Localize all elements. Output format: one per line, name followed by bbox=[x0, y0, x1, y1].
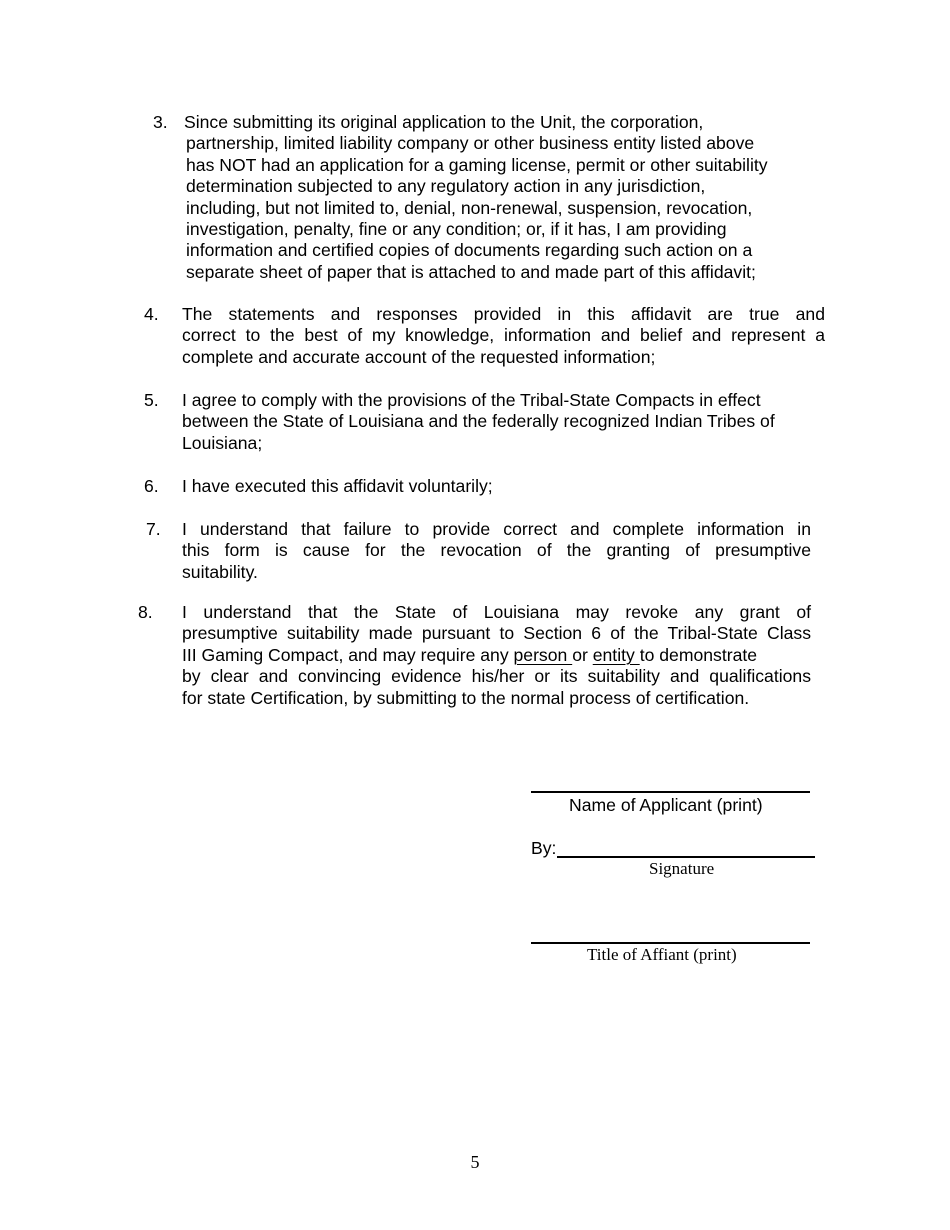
applicant-name-label: Name of Applicant (print) bbox=[569, 795, 763, 815]
item-text-segment: or bbox=[572, 644, 593, 665]
signature-line bbox=[557, 856, 815, 858]
item-text-line: separate sheet of paper that is attached to and made part of this affidavit; bbox=[186, 261, 756, 282]
item-text-line: correct to the best of my knowledge, information and belief and represent a bbox=[182, 325, 825, 346]
signature-label: Signature bbox=[649, 859, 715, 878]
affidavit-item-7 bbox=[140, 519, 830, 585]
affidavit-item-4 bbox=[140, 304, 830, 370]
item-number: 7. bbox=[146, 519, 161, 539]
item-text-line: Since submitting its original application to the Unit, the corporation, bbox=[184, 112, 704, 132]
item-text-line: between the State of Louisiana and the federally recognized Indian Tribes of bbox=[182, 411, 775, 432]
item-text-line: The statements and responses provided in this affidavit are true and bbox=[182, 304, 825, 324]
item-number: 4. bbox=[144, 304, 159, 324]
item-text-line: I have executed this affidavit voluntarily; bbox=[182, 476, 493, 496]
item-text-line: I understand that the State of Louisiana may revoke any grant of bbox=[182, 602, 811, 622]
item-text-segment: III Gaming Compact, and may require any bbox=[182, 644, 514, 665]
item-text-line: including, but not limited to, denial, non-renewal, suspension, revocation, bbox=[186, 197, 753, 218]
affidavit-item-3 bbox=[150, 112, 810, 287]
affidavit-item-5 bbox=[140, 390, 830, 456]
item-number: 3. bbox=[153, 112, 168, 132]
affiant-title-label: Title of Affiant (print) bbox=[587, 945, 737, 964]
item-number: 5. bbox=[144, 390, 159, 410]
item-text-line: has NOT had an application for a gaming license, permit or other suitability bbox=[186, 154, 768, 175]
item-text-line: investigation, penalty, fine or any condition; or, if it has, I am providing bbox=[186, 219, 727, 239]
item-text-line: complete and accurate account of the requested information; bbox=[182, 346, 656, 367]
item-text-line: this form is cause for the revocation of the granting of presumptive bbox=[182, 540, 811, 561]
item-text-segment: to demonstrate bbox=[639, 644, 758, 665]
person-underlined-term: person bbox=[513, 644, 573, 665]
item-text-line: partnership, limited liability company or other business entity listed above bbox=[186, 133, 755, 154]
item-text-line: I agree to comply with the provisions of the Tribal-State Compacts in effect bbox=[182, 390, 761, 410]
affiant-title-line bbox=[531, 942, 810, 944]
by-label: By: bbox=[531, 838, 557, 858]
item-text-line bbox=[182, 645, 757, 666]
item-text-line: presumptive suitability made pursuant to Section 6 of the Tribal-State Class bbox=[182, 623, 811, 644]
affidavit-item-6 bbox=[140, 476, 830, 500]
affidavit-item-8 bbox=[138, 602, 830, 712]
item-text-line: determination subjected to any regulatory action in any jurisdiction, bbox=[186, 176, 706, 197]
item-text-line: I understand that failure to provide correct and complete information in bbox=[182, 519, 811, 539]
item-text-line: Louisiana; bbox=[182, 432, 263, 453]
item-text-line: suitability. bbox=[182, 561, 258, 582]
item-number: 8. bbox=[138, 602, 153, 622]
item-text-line: information and certified copies of documents regarding such action on a bbox=[186, 240, 753, 261]
entity-underlined-term: entity bbox=[592, 644, 640, 665]
item-text-line: by clear and convincing evidence his/her or its suitability and qualifications bbox=[182, 666, 811, 687]
item-text-line: for state Certification, by submitting to the normal process of certification. bbox=[182, 687, 750, 708]
applicant-name-line bbox=[531, 791, 810, 793]
page-number: 5 bbox=[470, 1152, 480, 1172]
item-number: 6. bbox=[144, 476, 159, 496]
